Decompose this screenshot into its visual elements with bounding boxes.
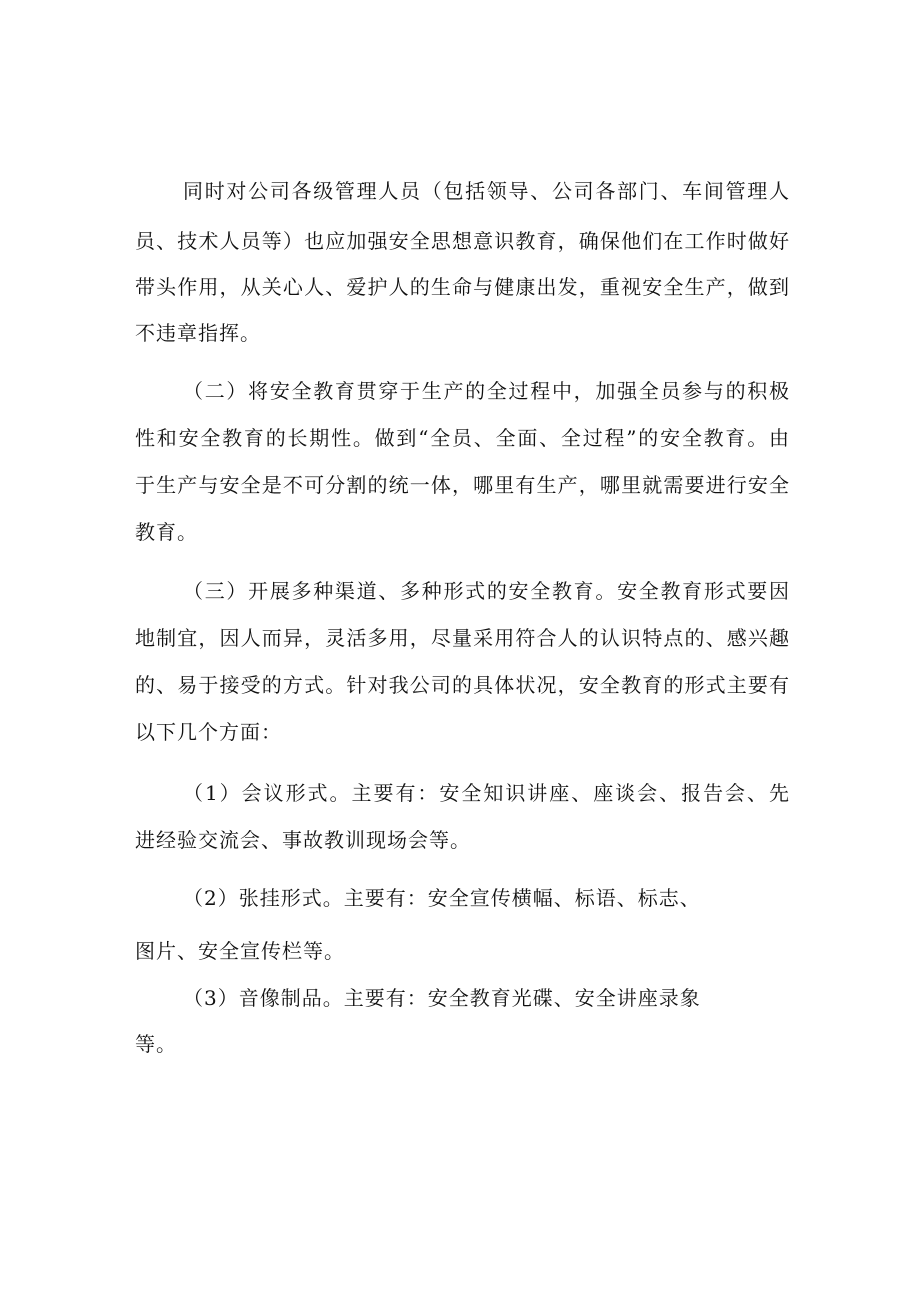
text-line: 同时对公司各级管理人员（包括领导、公司各部门、车间管理人 [183, 179, 790, 203]
text-line: 图片、安全宣传栏等。 [135, 939, 345, 963]
text-line: 不违章指挥。 [135, 321, 261, 345]
text-line: （三）开展多种渠道、多种形式的安全教育。安全教育形式要因 [183, 579, 790, 603]
text-line: （1）会议形式。主要有：安全知识讲座、座谈会、报告会、先 [183, 781, 790, 805]
text-line: 性和安全教育的长期性。做到“全员、全面、全过程”的安全教育。由 [135, 426, 790, 450]
text-line: 带头作用，从关心人、爱护人的生命与健康出发，重视安全生产，做到 [135, 275, 790, 299]
text-line: 以下几个方面： [135, 720, 282, 744]
text-line: 教育。 [135, 520, 198, 544]
text-line: 员、技术人员等）也应加强安全思想意识教育，确保他们在工作时做好 [135, 229, 790, 253]
text-line: （3）音像制品。主要有：安全教育光碟、安全讲座录象 [183, 986, 701, 1010]
text-line: 于生产与安全是不可分割的统一体，哪里有生产，哪里就需要进行安全 [135, 473, 790, 497]
text-line: 地制宜，因人而异，灵活多用，尽量采用符合人的认识特点的、感兴趣 [135, 626, 790, 650]
text-line: 等。 [135, 1032, 177, 1056]
text-line: （二）将安全教育贯穿于生产的全过程中，加强全员参与的积极 [183, 379, 790, 403]
text-line: （2）张挂形式。主要有：安全宣传横幅、标语、标志、 [183, 886, 701, 910]
text-line: 的、易于接受的方式。针对我公司的具体状况，安全教育的形式主要有 [135, 673, 790, 697]
text-line: 进经验交流会、事故教训现场会等。 [135, 828, 471, 852]
